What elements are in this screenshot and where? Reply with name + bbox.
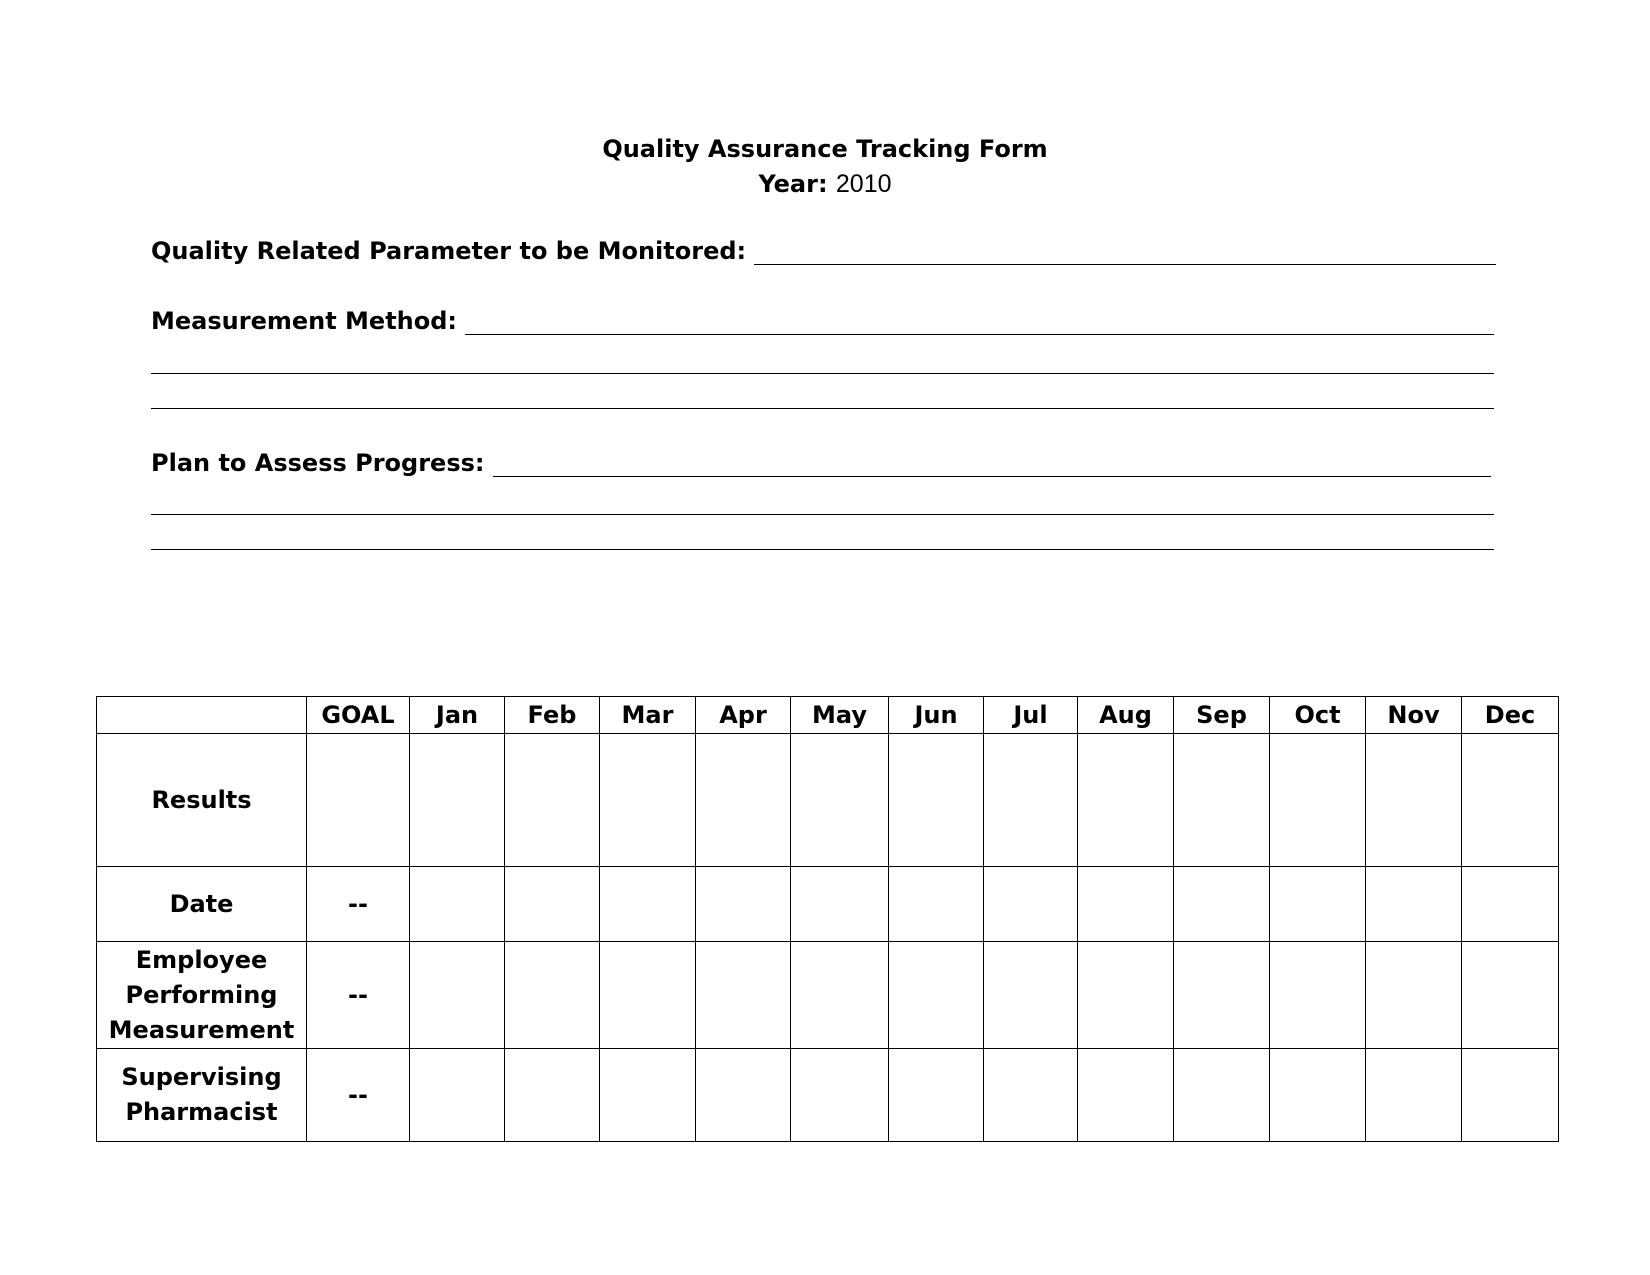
row-label [97,867,307,942]
entry-cell[interactable] [1078,1049,1174,1142]
entry-cell[interactable] [1462,942,1559,1049]
row-label-line: Date [169,889,234,918]
header-month: Dec [1462,697,1559,734]
entry-cell[interactable] [1270,1049,1366,1142]
page-title: Quality Assurance Tracking Form [602,135,1048,163]
year-label: Year: [758,170,828,198]
entry-cell[interactable] [889,734,984,867]
entry-cell[interactable] [1366,1049,1462,1142]
entry-cell[interactable] [791,734,889,867]
year-value: 2010 [835,170,892,198]
entry-cell[interactable] [1462,734,1559,867]
entry-cell[interactable] [505,734,600,867]
parameter-field [151,237,1496,265]
plan-label: Plan to Assess Progress: [151,449,485,477]
header-month: Apr [696,697,791,734]
entry-cell[interactable] [1174,942,1270,1049]
row-label-line: Supervising [121,1063,282,1091]
entry-cell[interactable] [600,867,696,942]
entry-cell[interactable] [600,942,696,1049]
entry-cell[interactable] [1270,867,1366,942]
header-month: Nov [1366,697,1462,734]
plan-entry-line-2[interactable] [151,514,1494,515]
entry-cell[interactable] [1366,734,1462,867]
entry-cell[interactable] [791,942,889,1049]
entry-cell[interactable] [410,734,505,867]
table-row-supervising [97,1049,1559,1142]
row-label [97,942,307,1049]
row-label-line: Performing [125,980,278,1009]
header-corner-cell [97,697,307,734]
header-month: Sep [1174,697,1270,734]
header-month: Jan [410,697,505,734]
entry-cell[interactable] [410,1049,505,1142]
tracking-table [96,696,1559,1142]
entry-cell[interactable] [600,1049,696,1142]
entry-cell[interactable] [696,867,791,942]
method-label: Measurement Method: [151,307,458,335]
row-label-line: Results [151,785,252,814]
entry-cell[interactable] [984,1049,1078,1142]
entry-cell[interactable] [984,734,1078,867]
entry-cell[interactable] [889,942,984,1049]
header-month: May [791,697,889,734]
method-entry-line[interactable] [465,308,1494,335]
entry-cell[interactable] [1174,734,1270,867]
entry-cell[interactable] [889,867,984,942]
year-line [0,170,1650,199]
header-month: Jul [984,697,1078,734]
entry-cell[interactable] [696,734,791,867]
entry-cell[interactable] [791,1049,889,1142]
goal-cell: -- [307,942,410,1049]
entry-cell[interactable] [410,867,505,942]
entry-cell[interactable] [1174,867,1270,942]
row-label-line: Measurement [108,1015,295,1044]
entry-cell[interactable] [1078,867,1174,942]
entry-cell[interactable] [1462,867,1559,942]
parameter-label: Quality Related Parameter to be Monitored: [151,237,747,265]
entry-cell[interactable] [696,942,791,1049]
row-label-line: Employee [135,945,268,974]
plan-entry-line-3[interactable] [151,549,1494,550]
entry-cell[interactable] [505,1049,600,1142]
table-row-employee [97,942,1559,1049]
method-entry-line-3[interactable] [151,408,1494,409]
entry-cell[interactable] [1078,734,1174,867]
entry-cell[interactable] [791,867,889,942]
plan-entry-line[interactable] [493,450,1492,477]
entry-cell[interactable] [1270,734,1366,867]
header-month: Jun [889,697,984,734]
parameter-entry-line[interactable] [754,238,1496,265]
entry-cell[interactable] [1366,867,1462,942]
header-month: Aug [1078,697,1174,734]
entry-cell[interactable] [505,867,600,942]
entry-cell[interactable] [1270,942,1366,1049]
table-header-row [97,697,1559,734]
entry-cell[interactable] [1174,1049,1270,1142]
plan-field [151,449,1491,477]
entry-cell[interactable] [984,867,1078,942]
method-field [151,307,1494,335]
row-label-line: Pharmacist [125,1098,278,1126]
table-row-date [97,867,1559,942]
goal-cell: -- [307,867,410,942]
goal-cell[interactable] [307,734,410,867]
header-month: Mar [600,697,696,734]
method-entry-line-2[interactable] [151,373,1494,374]
row-label [97,734,307,867]
entry-cell[interactable] [1078,942,1174,1049]
header-month: Feb [505,697,600,734]
entry-cell[interactable] [1366,942,1462,1049]
table-row-results [97,734,1559,867]
entry-cell[interactable] [600,734,696,867]
header-goal: GOAL [307,697,410,734]
entry-cell[interactable] [889,1049,984,1142]
entry-cell[interactable] [984,942,1078,1049]
entry-cell[interactable] [505,942,600,1049]
entry-cell[interactable] [696,1049,791,1142]
entry-cell[interactable] [410,942,505,1049]
entry-cell[interactable] [1462,1049,1559,1142]
goal-cell: -- [307,1049,410,1142]
header-month: Oct [1270,697,1366,734]
row-label [97,1049,307,1142]
